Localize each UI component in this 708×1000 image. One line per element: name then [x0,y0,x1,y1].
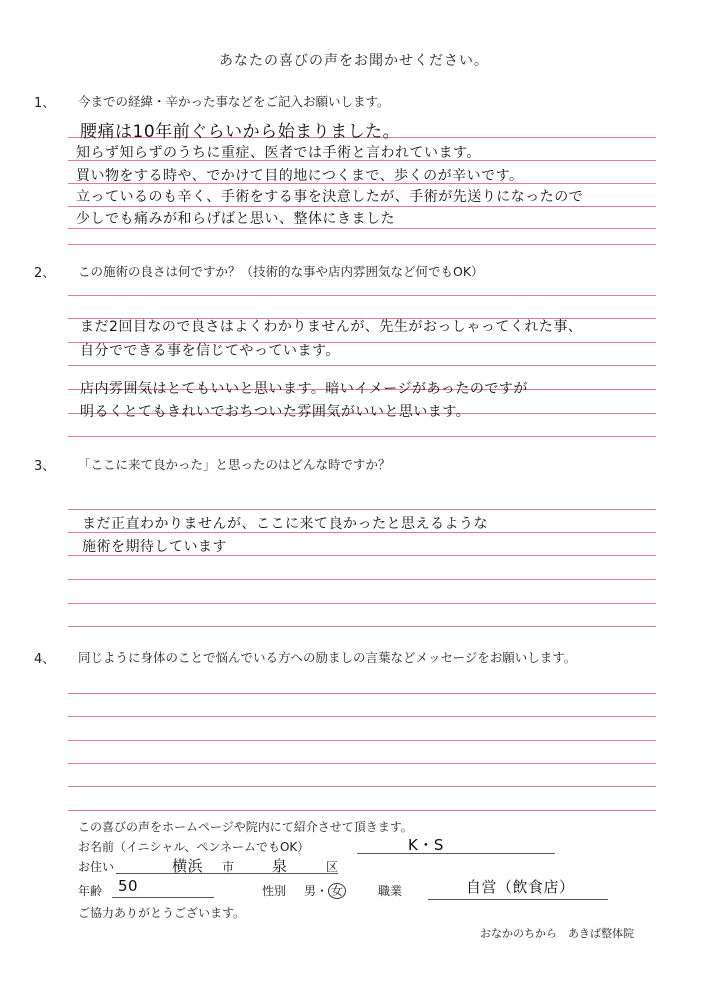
name-value: K・S [408,836,444,854]
job-underline [428,899,608,900]
name-label: お名前（イニシャル、ペンネームでもOK） [78,840,310,854]
address-city: 横浜 [172,857,204,875]
gender-label: 性別 [262,884,287,898]
answer-2-line-2: 自分でできる事を信じてやっています。 [80,343,340,359]
question-4-number: 4、 [34,652,56,667]
address-ward-suffix: 区 [326,860,339,874]
question-3-text: 「ここに来て良かった」と思ったのはどんな時ですか？ [78,457,391,472]
answer-2-line-1: まだ2回目なので良さはよくわかりませんが、先生がおっしゃってくれた事、 [80,319,583,335]
answer-1-line-3: 買い物をする時や、でかけて目的地につくまで、歩くのが辛いです。 [76,168,524,184]
answer-2-line-3: 店内雰囲気はとてもいいと思います。暗いイメージがあったのですが [80,381,528,397]
question-1-number: 1、 [34,96,56,111]
answer-1-line-5: 少しでも痛みが和らげばと思い、整体にきました [76,211,395,227]
gender-female-circled: 女 [328,883,346,899]
answer-3-line-1: まだ正直わかりませんが、ここに来て良かったと思えるような [82,516,488,532]
answer-1-line-4: 立っているのも辛く、手術をする事を決意したが、手術が先送りになったので [76,189,584,205]
question-2-text: この施術の良さは何ですか？（技術的な事や店内雰囲気など何でもOK） [78,264,484,279]
footer-intro: この喜びの声をホームページや院内にて紹介させて頂きます。 [78,820,413,834]
age-label: 年齢 [78,884,103,898]
clinic-name: おなかのちから あきば整体院 [480,927,634,940]
question-4-text: 同じように身体のことで悩んでいる方への励ましの言葉などメッセージをお願いします。 [78,650,577,665]
gender-options [304,882,346,899]
gender-male: 男 [304,884,317,898]
job-value: 自営（飲食店） [466,878,575,896]
job-label: 職業 [378,884,403,898]
address-city-suffix: 市 [222,860,235,874]
answer-1-line-1: 腰痛は10年前ぐらいから始まりました。 [80,122,401,142]
answer-3-line-2: 施術を期待しています [82,539,227,555]
question-3-number: 3、 [34,459,56,474]
question-2-number: 2、 [34,266,56,281]
answer-1-line-2: 知らず知らずのうちに重症、医者では手術と言われています。 [76,145,481,161]
thanks-text: ご協力ありがとうございます。 [78,906,246,920]
gender-separator: ・ [316,884,329,898]
name-underline [357,853,555,854]
age-underline [112,897,214,898]
address-label: お住い [78,860,115,874]
page-title: あなたの喜びの声をお聞かせください。 [219,53,489,69]
address-ward: 泉 [272,857,288,875]
question-1-text: 今までの経緯・辛かった事などをご記入お願いします。 [78,94,390,109]
age-value: 50 [118,877,139,895]
answer-2-line-4: 明るくとてもきれいでおちついた雰囲気がいいと思います。 [80,404,471,420]
